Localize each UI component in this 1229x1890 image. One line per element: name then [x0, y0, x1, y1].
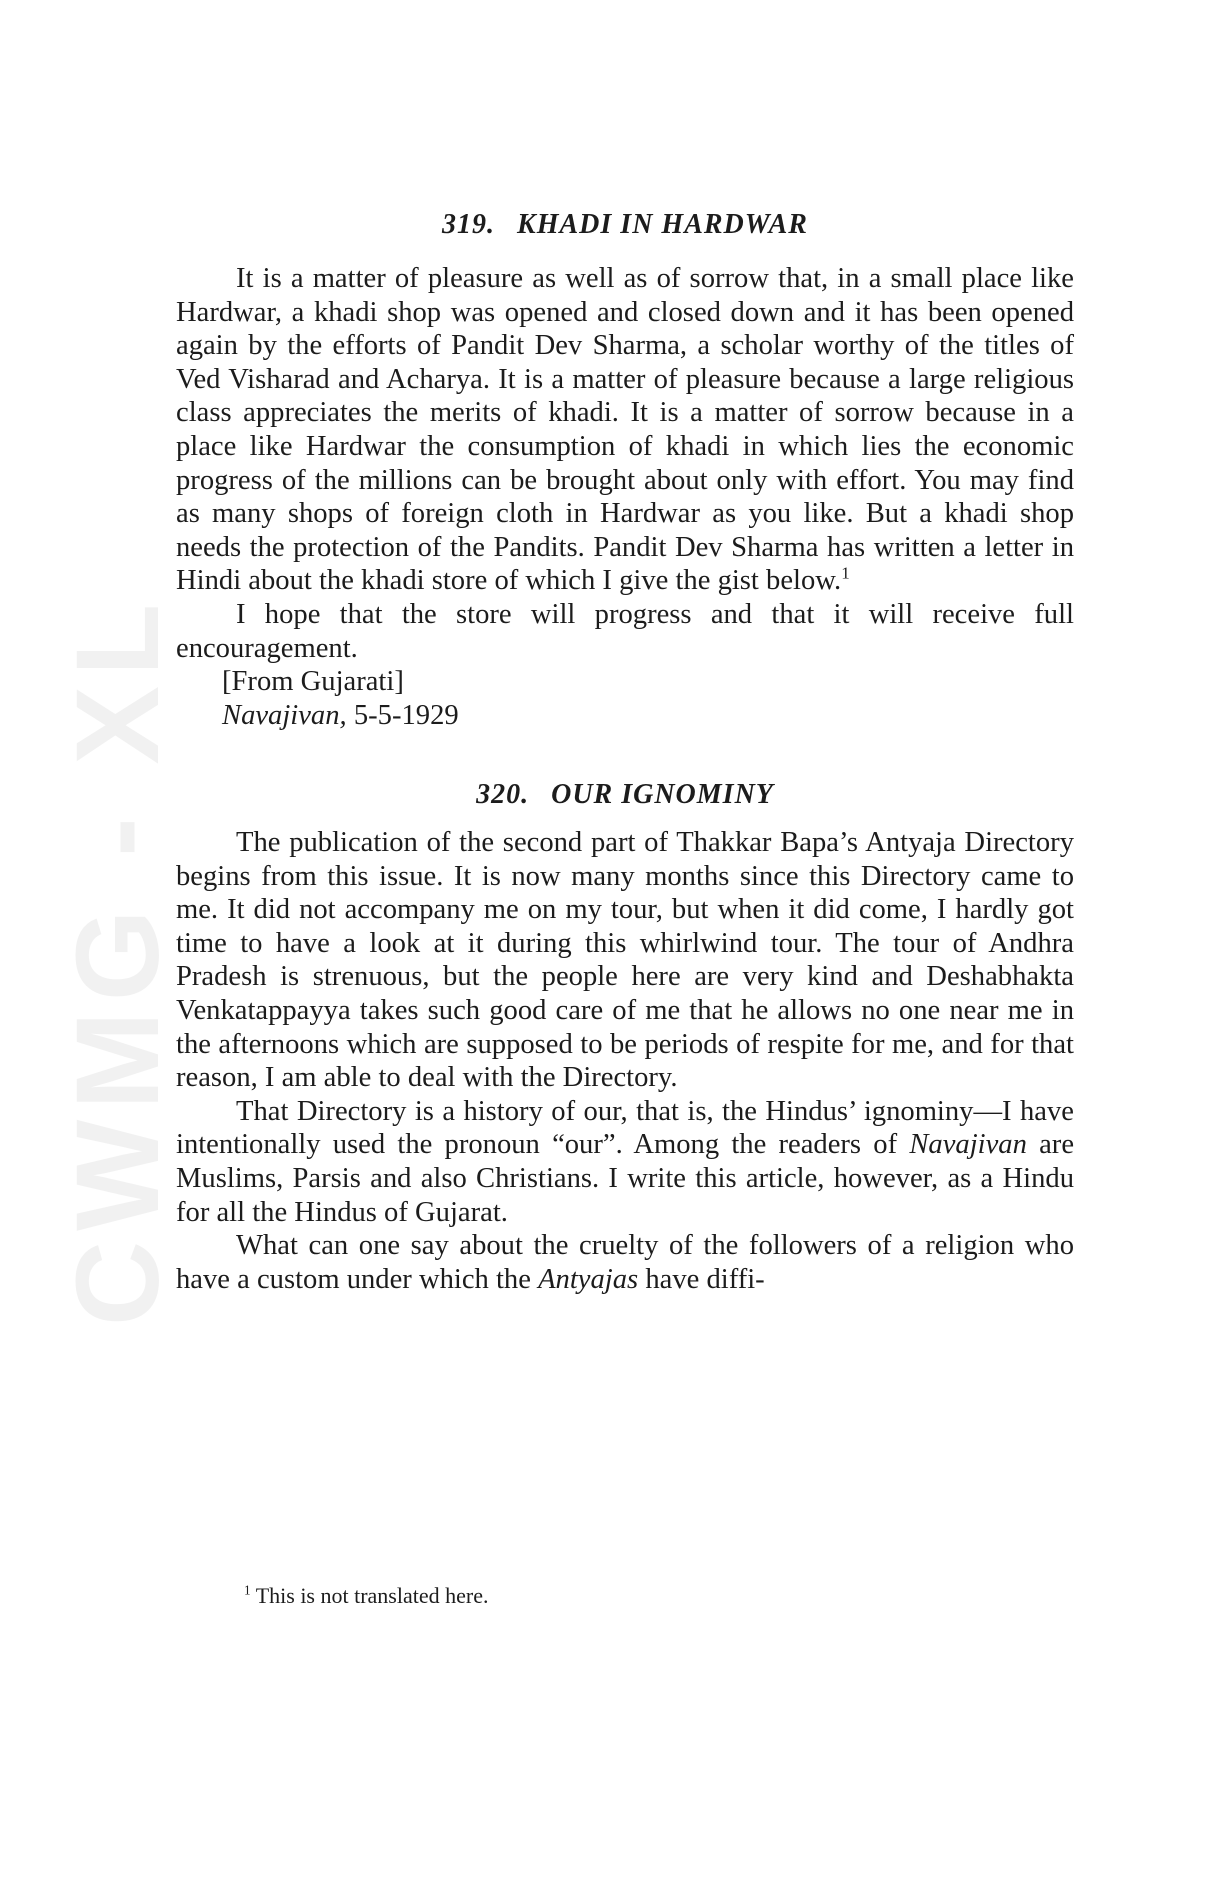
publication-date: 5-5-1929: [353, 699, 459, 731]
section-number: 319.: [442, 209, 496, 240]
section-heading: [176, 778, 1074, 812]
paragraph: [176, 262, 1074, 598]
section-319: [176, 208, 1074, 242]
footnote-text: This is not translated here.: [255, 1583, 489, 1608]
watermark: CWMG - XL: [52, 593, 184, 1327]
paragraph: That Directory is a history of our, that is, the Hindus’ ignominy—I have intentionally used the pronoun “our”. Among the readers of Navajivan are Muslims, Parsis and also Christians. I write this article, however, as a Hindu for all the Hindus of Gujarat.: [176, 1095, 1075, 1228]
source-citation: [176, 699, 1074, 733]
section-number: 320.: [476, 779, 530, 810]
footnote-marker: 1: [841, 563, 850, 583]
paragraph: I hope that the store will progress and that it will receive full encouragement.: [176, 598, 1074, 664]
section-320: [176, 778, 1074, 812]
italic-term: Antyajas: [538, 1263, 639, 1295]
section-title: OUR IGNOMINY: [551, 779, 774, 810]
source-note: [From Gujarati]: [222, 666, 404, 698]
publication-name: Navajivan,: [222, 699, 347, 731]
paragraph-text: It is a matter of pleasure as well as of sorrow that, in a small place like Hardwar, a khadi shop was opened and closed down and it has been opened again by the efforts of Pandit Dev Sharma, a scholar worthy of the titles of Ved Visharad and Acharya. It is a matter of pleasure because a large religious class appreciates the merits of khadi. It is a matter of sorrow because in a place like Hardwar the consumption of khadi in which lies the economic progress of the millions can be brought about only with effort. You may find as many shops of foreign cloth in Hardwar as you like. But a khadi shop needs the protection of the Pandits. Pandit Dev Sharma has written a letter in Hindi about the khadi store of which I give the gist below.: [176, 263, 1074, 597]
section-319-body: [176, 262, 1074, 732]
paragraph: What can one say about the cruelty of the followers of a religion who have a custom under which the Antyajas have diffi-: [176, 1230, 1074, 1295]
footnote-number: 1: [244, 1582, 251, 1598]
paragraph: The publication of the second part of Thakkar Bapa’s Antyaja Directory begins from this issue. It is now many months since this Directory came to me. It did not accompany me on my tour, but when it did come, I hardly got time to have a look at it during this whirlwind tour. The tour of Andhra Pradesh is strenuous, but the people here are very kind and Deshabhakta Venkatappayya takes such good care of me that he allows no one near me in the afternoons which are supposed to be periods of respite for me, and for that reason, I am able to deal with the Directory.: [176, 827, 1074, 1094]
section-320-body: [176, 826, 1074, 1296]
italic-term: Navajivan: [909, 1129, 1027, 1161]
footnote: [244, 1582, 488, 1610]
section-heading: [176, 208, 1074, 242]
section-title: KHADI IN HARDWAR: [517, 209, 808, 240]
